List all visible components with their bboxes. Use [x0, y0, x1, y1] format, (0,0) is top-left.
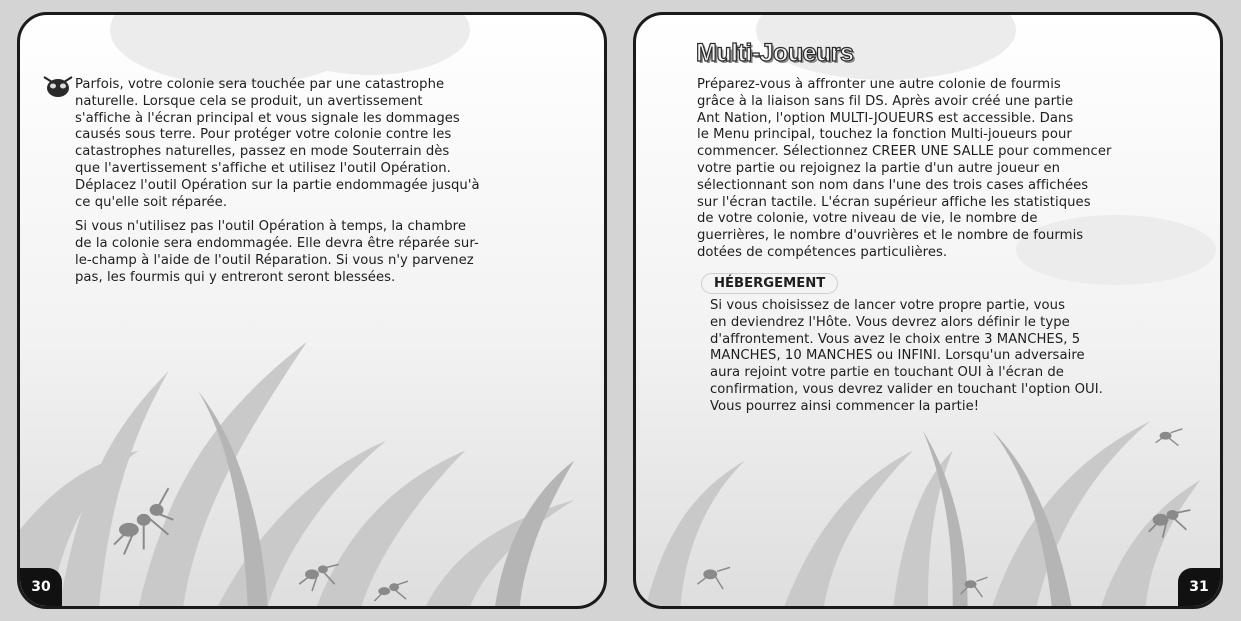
page-number: 30 — [20, 568, 62, 606]
paragraph-disaster-warning: Parfois, votre colonie sera touchée par une catastrophe naturelle. Lorsque cela se produit, un avertissement s'affiche à l'écran principal et vous signale les dommages causés sous terre. Pour protéger votre colonie contre les catastrophes naturelles, passez en mode Souterrain dès que l'avertissement s'affiche et utilisez l'outil Opération. Déplacez l'outil Opération sur la partie endommagée jusqu'à ce qu'elle soit réparée. — [75, 77, 480, 210]
paragraph-repair-tool: Si vous n'utilisez pas l'outil Opération à temps, la chambre de la colonie sera endommagée. Elle devra être réparée sur- le-champ à l'aide de l'outil Réparation. Si vous n'y parvenez pas, les fourmis qui y entreront seront blessées. — [75, 219, 479, 285]
left-page — [17, 12, 607, 609]
paragraph-multiplayer-intro: Préparez-vous à affronter une autre colonie de fourmis grâce à la liaison sans fil DS. Après avoir créé une partie Ant Nation, l'option MULTI-JOUEURS est accessible. Dans le Menu principal, touchez la fonction Multi-joueurs pour commencer. Sélectionnez CREER UNE SALLE pour commencer votre partie ou rejoignez la partie d'un autre joueur en sélectionnant son nom dans l'une des trois cases affichées sur l'écran tactile. L'écran supérieur affiche les statistiques de votre colonie, votre niveau de vie, le nombre de guerrières, le nombre d'ouvrières et le nombre de fourmis dotées de compétences particulières. — [697, 77, 1112, 260]
right-page — [633, 12, 1223, 609]
section-heading-multi-joueurs: Multi-Joueurs — [696, 39, 854, 67]
subsection-label-hebergement: HÉBERGEMENT — [701, 273, 838, 294]
right-intro-column — [697, 77, 1212, 270]
ant-head-icon — [41, 74, 75, 98]
right-hosting-column — [710, 298, 1215, 424]
page-number: 31 — [1178, 568, 1220, 606]
paragraph-hosting: Si vous choisissez de lancer votre propre partie, vous en deviendrez l'Hôte. Vous devrez alors définir le type d'affrontement. Vous avez le choix entre 3 MANCHES, 5 MANCHES, 10 MANCHES ou INFINI. Lorsqu'un adversaire aura rejoint votre partie en touchant OUI à l'écran de confirmation, vous devrez valider en touchant l'option OUI. Vous pourrez ainsi commencer la partie! — [710, 298, 1103, 414]
left-text-column — [75, 77, 595, 295]
